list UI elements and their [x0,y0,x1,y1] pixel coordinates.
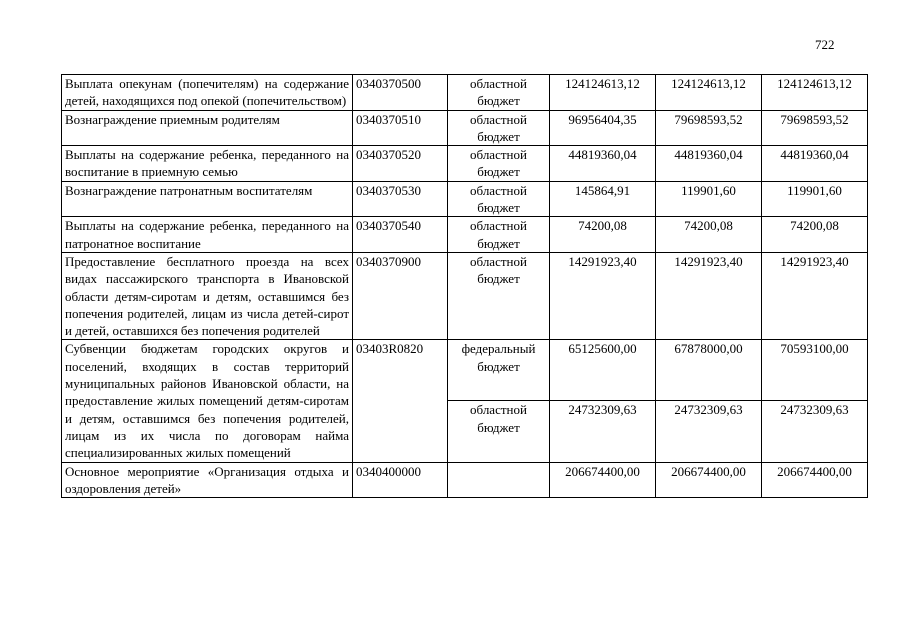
table-row [62,146,868,182]
row-value-1: 145864,91 [550,181,656,217]
row-name: Субвенции бюджетам городских округов и поселений, входящих в состав территорий муниципальных районов Ивановской области, на предоставление жилых помещений детям-сиротам и детям, оставшимся без попечения родителей, лицам из их числа по договорам найма специализированных жилых помещений [62,340,353,462]
table-row [62,75,868,111]
row-value-1: 206674400,00 [550,462,656,498]
row-code: 0340370500 [353,75,448,111]
row-name: Вознаграждение приемным родителям [62,110,353,146]
row-code: 0340370520 [353,146,448,182]
row-code: 0340370900 [353,252,448,339]
table-row [62,462,868,498]
row-value-3: 44819360,04 [762,146,868,182]
table-row [62,340,868,401]
row-value-3: 14291923,40 [762,252,868,339]
table-row [62,217,868,253]
row-source: областной бюджет [448,146,550,182]
row-source [448,462,550,498]
row-source: областной бюджет [448,217,550,253]
row-value-2: 14291923,40 [656,252,762,339]
row-name: Выплаты на содержание ребенка, переданного на воспитание в приемную семью [62,146,353,182]
row-name: Предоставление бесплатного проезда на всех видах пассажирского транспорта в Ивановской области детям-сиротам и детям, оставшимся без попечения родителей, лицам из числа детей-сирот и детей, оставшихся без попечения родителей [62,252,353,339]
row-value-3: 206674400,00 [762,462,868,498]
row-name: Основное мероприятие «Организация отдыха и оздоровления детей» [62,462,353,498]
row-value-3: 79698593,52 [762,110,868,146]
row-value-1: 65125600,00 [550,340,656,401]
row-value-2: 74200,08 [656,217,762,253]
row-value-1: 44819360,04 [550,146,656,182]
table-row [62,252,868,339]
row-code: 0340370540 [353,217,448,253]
row-value-1: 14291923,40 [550,252,656,339]
row-source: областной бюджет [448,75,550,111]
row-value-2: 24732309,63 [656,401,762,462]
row-name: Вознаграждение патронатным воспитателям [62,181,353,217]
row-name: Выплаты на содержание ребенка, переданного на патронатное воспитание [62,217,353,253]
page-number: 722 [815,37,835,52]
row-code: 03403R0820 [353,340,448,462]
row-code: 0340370510 [353,110,448,146]
table-row [62,110,868,146]
row-value-2: 119901,60 [656,181,762,217]
row-value-1: 96956404,35 [550,110,656,146]
row-source: областной бюджет [448,252,550,339]
row-value-3: 24732309,63 [762,401,868,462]
row-value-3: 70593100,00 [762,340,868,401]
row-value-1: 124124613,12 [550,75,656,111]
row-value-3: 124124613,12 [762,75,868,111]
row-value-2: 44819360,04 [656,146,762,182]
row-source: областной бюджет [448,401,550,462]
row-source: областной бюджет [448,181,550,217]
row-value-2: 79698593,52 [656,110,762,146]
table-row [62,181,868,217]
row-code: 0340400000 [353,462,448,498]
budget-table [61,74,868,498]
row-source: федеральный бюджет [448,340,550,401]
row-value-3: 119901,60 [762,181,868,217]
row-value-1: 24732309,63 [550,401,656,462]
row-value-2: 124124613,12 [656,75,762,111]
row-source: областной бюджет [448,110,550,146]
row-value-2: 67878000,00 [656,340,762,401]
row-name: Выплата опекунам (попечителям) на содержание детей, находящихся под опекой (попечительством) [62,75,353,111]
row-value-2: 206674400,00 [656,462,762,498]
row-value-1: 74200,08 [550,217,656,253]
row-value-3: 74200,08 [762,217,868,253]
row-code: 0340370530 [353,181,448,217]
